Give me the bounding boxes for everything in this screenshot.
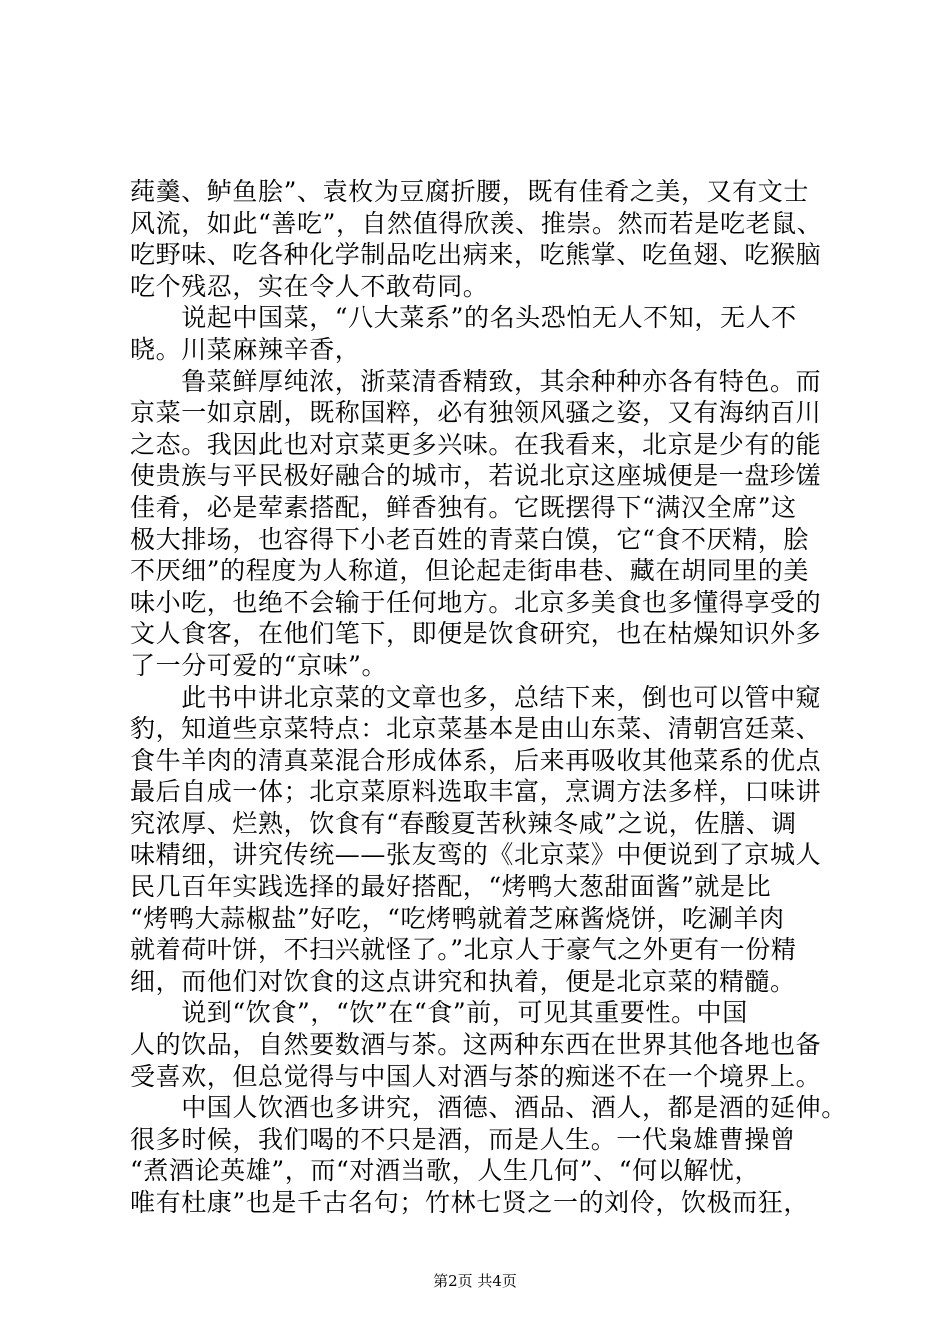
text-line: 京菜一如京剧，既称国粹，必有独领风骚之姿，又有海纳百川 xyxy=(130,398,822,428)
text-line: 说起中国菜，“八大菜系”的名头恐怕无人不知，无人不 xyxy=(130,303,797,333)
text-line: 之态。我因此也对京菜更多兴味。在我看来，北京是少有的能 xyxy=(130,429,822,459)
text-line: 中国人饮酒也多讲究，酒德、酒品、酒人，都是酒的延伸。 xyxy=(130,1093,847,1123)
text-line: 此书中讲北京菜的文章也多，总结下来，倒也可以管中窥 xyxy=(130,682,822,712)
text-line: 不厌细”的程度为人称道，但论起走街串巷、藏在胡同里的美 xyxy=(130,556,809,586)
page-number-footer: 第2页 共4页 xyxy=(433,1272,517,1290)
text-line: 受喜欢，但总觉得与中国人对酒与茶的痴迷不在一个境界上。 xyxy=(130,1061,822,1091)
body-text xyxy=(130,176,850,1219)
text-line: 细，而他们对饮食的这点讲究和执着，便是北京菜的精髓。 xyxy=(130,966,796,996)
text-line: 吃个残忍，实在令人不敢苟同。 xyxy=(130,271,489,301)
text-line: 文人食客，在他们笔下，即便是饮食研究，也在枯燥知识外多 xyxy=(130,619,822,649)
text-line: 说到“饮食”，“饮”在“食”前，可见其重要性。中国 xyxy=(130,998,748,1028)
text-line: 使贵族与平民极好融合的城市，若说北京这座城便是一盘珍馐 xyxy=(130,461,822,491)
text-line: 很多时候，我们喝的不只是酒，而是人生。一代枭雄曹操曾 xyxy=(130,1124,796,1154)
text-line: 就着荷叶饼，不扫兴就怪了。”北京人于豪气之外更有一份精 xyxy=(130,935,797,965)
text-line: 味精细，讲究传统——张友鸾的《北京菜》中便说到了京城人 xyxy=(130,840,822,870)
text-line: 佳肴，必是荤素搭配，鲜香独有。它既摆得下“满汉全席”这 xyxy=(130,492,797,522)
text-line: 豹，知道些京菜特点：北京菜基本是由山东菜、清朝宫廷菜、 xyxy=(130,714,822,744)
text-line: 风流，如此“善吃”，自然值得欣羡、推崇。然而若是吃老鼠、 xyxy=(130,208,823,238)
text-line: 人的饮品，自然要数酒与茶。这两种东西在世界其他各地也备 xyxy=(130,1030,822,1060)
text-line: 唯有杜康”也是千古名句；竹林七贤之一的刘伶，饮极而狂， xyxy=(130,1188,809,1217)
text-line: 食牛羊肉的清真菜混合形成体系，后来再吸收其他菜系的优点 xyxy=(130,745,822,775)
text-line: 究浓厚、烂熟，饮食有“春酸夏苦秋辣冬咸”之说，佐膳、调 xyxy=(130,808,797,838)
text-line: 了一分可爱的“京味”。 xyxy=(130,650,388,680)
text-line: “煮酒论英雄”，而“对酒当歌，人生几何”、“何以解忧， xyxy=(130,1156,761,1186)
text-line: 吃野味、吃各种化学制品吃出病来，吃熊掌、吃鱼翅、吃猴脑 xyxy=(130,240,822,270)
text-line: 民几百年实践选择的最好搭配，“烤鸭大葱甜面酱”就是比 xyxy=(130,872,772,902)
text-line: 极大排场，也容得下小老百姓的青菜白馍，它“食不厌精，脍 xyxy=(130,524,809,554)
text-line: 最后自成一体；北京菜原料选取丰富，烹调方法多样，口味讲 xyxy=(130,777,822,807)
text-line: 莼羹、鲈鱼脍”、袁枚为豆腐折腰，既有佳肴之美，又有文士 xyxy=(130,177,809,206)
text-line: 味小吃，也绝不会输于任何地方。北京多美食也多懂得享受的 xyxy=(130,587,822,617)
text-line: 晓。川菜麻辣辛香， xyxy=(130,334,361,364)
text-line: “烤鸭大蒜椒盐”好吃，“吃烤鸭就着芝麻酱烧饼，吃涮羊肉 xyxy=(130,903,785,933)
text-line: 鲁菜鲜厚纯浓，浙菜清香精致，其余种种亦各有特色。而 xyxy=(130,366,822,396)
